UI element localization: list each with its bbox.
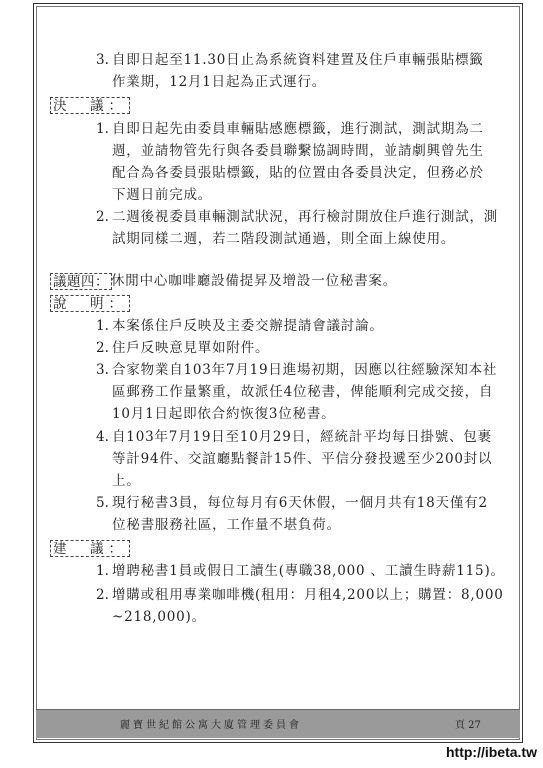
item-number: 4. [96, 429, 109, 445]
item-line: 二週後視委員車輛測試狀況，再行檢討開放住戶進行測試，測 [112, 209, 499, 225]
watermark: http://ibeta.tw [446, 744, 537, 760]
agenda-title: 休閒中心咖啡廳設備提昇及增設一位秘書案。 [111, 273, 397, 289]
suggestion-heading: 建 議： [50, 540, 130, 557]
item-line: 上。 [112, 473, 141, 489]
item-line: 等計94件、交誼廳點餐計15件、平信分發投遞至少200封以 [112, 451, 493, 467]
item-line: 區郵務工作量繁重，故派任4位秘書，俾能順利完成交接，自 [112, 384, 494, 400]
item-line: 位秘書服務社區，工作量不堪負荷。 [112, 517, 341, 533]
item-line: 住戶反映意見單如附件。 [112, 340, 270, 356]
item-line: 合家物業自103年7月19日進場初期，因應以往經驗深知本社 [112, 362, 498, 378]
footer-page-number: 頁 27 [455, 720, 481, 731]
agenda-heading: 議題四： [50, 273, 112, 290]
item-number: 3. [96, 52, 109, 68]
item-line: 試期同樣二週，若二階段測試通過，則全面上線使用。 [112, 231, 456, 247]
item-line: ~218,000)。 [112, 609, 206, 625]
item-number: 1. [96, 318, 109, 334]
item-line: 配合為各委員張貼標籤，貼的位置由各委員決定，但務必於 [112, 165, 484, 181]
item-line: 下週日前完成。 [112, 187, 213, 203]
item-number: 2. [96, 587, 109, 603]
item-number: 1. [96, 563, 109, 579]
item-line: 10月1日起即依合約恢復3位秘書。 [112, 406, 336, 422]
item-number: 3. [96, 362, 109, 378]
resolution-heading: 決 議： [50, 97, 130, 114]
item-number: 2. [96, 340, 109, 356]
item-line: 自即日起先由委員車輛貼感應標籤，進行測試，測試期為二 [112, 121, 484, 137]
item-number: 5. [96, 495, 109, 511]
item-number: 1. [96, 121, 109, 137]
item-line: 增聘秘書1員或假日工讀生(專職38,000 、工讀生時薪115)。 [112, 563, 505, 579]
item-number: 2. [96, 209, 109, 225]
item-line: 作業期，12月1日起為正式運行。 [112, 74, 327, 90]
item-line: 本案係住戶反映及主委交辦提請會議討論。 [112, 318, 384, 334]
footer-organization: 麗寶世紀館公寓大廈管理委員會 [120, 720, 302, 731]
item-line: 自即日起至11.30日止為系統資料建置及住戶車輛張貼標籤 [112, 52, 484, 68]
explanation-heading: 說 明： [50, 295, 130, 312]
item-line: 週，並請物管先行與各委員聯繫協調時間，並請劇興曾先生 [112, 143, 484, 159]
item-line: 增購或租用專業咖啡機(租用：月租4,200以上；購置：8,000 [112, 587, 504, 603]
item-line: 自103年7月19日至10月29日，經統計平均每日掛號、包裹 [112, 429, 492, 445]
item-line: 現行秘書3員，每位每月有6天休假，一個月共有18天僅有2 [112, 495, 488, 511]
